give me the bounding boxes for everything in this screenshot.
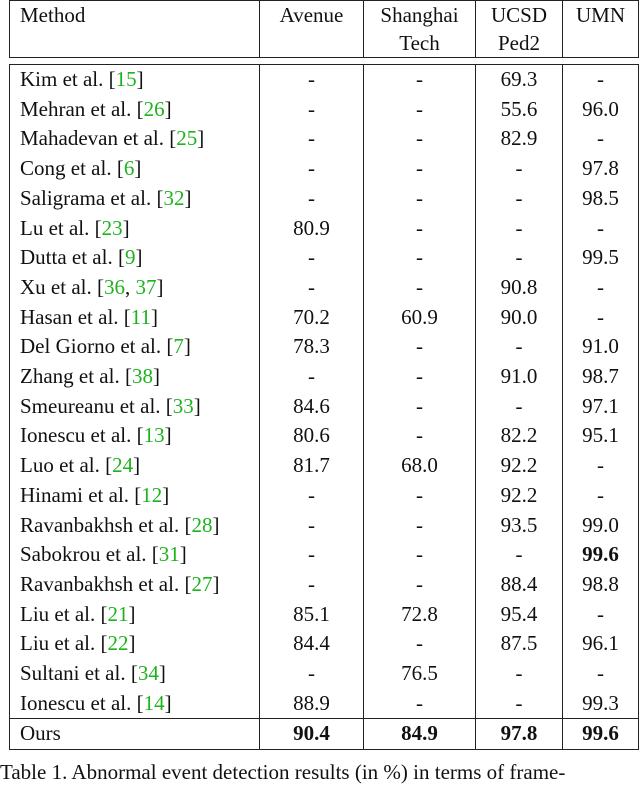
value-cell: 84.6 — [260, 392, 364, 422]
method-name: Mehran et al. [ — [20, 96, 144, 121]
value-cell: 81.7 — [260, 451, 364, 481]
citation-bracket: ] — [128, 631, 136, 656]
value-cell: - — [260, 362, 364, 392]
value-cell: - — [260, 243, 364, 273]
citation-link[interactable]: 12 — [141, 482, 163, 507]
results-table — [9, 0, 639, 750]
table-row — [10, 511, 639, 541]
value-cell: 99.0 — [563, 511, 639, 541]
citation-bracket: ] — [135, 245, 143, 270]
citation-bracket: ] — [164, 690, 172, 715]
table-row — [10, 214, 639, 244]
method-name: Ionescu et al. [ — [20, 690, 144, 715]
value-cell: - — [364, 540, 476, 570]
citation-bracket: ] — [164, 96, 172, 121]
citation-bracket: ] — [183, 334, 191, 359]
value-cell: 72.8 — [364, 600, 476, 630]
table-row — [10, 421, 639, 451]
value-cell: - — [476, 540, 563, 570]
table-row — [10, 243, 639, 273]
method-name: Hasan et al. [ — [20, 304, 131, 329]
table-row — [10, 570, 639, 600]
method-cell — [10, 303, 260, 333]
method-cell — [10, 362, 260, 392]
value-cell: - — [476, 392, 563, 422]
method-name: Del Giorno et al. [ — [20, 334, 174, 359]
method-name: Sultani et al. [ — [20, 661, 138, 686]
table-caption: Table 1. Abnormal event detection results (in %) in terms of frame- — [0, 760, 566, 784]
citation-link[interactable]: 22 — [107, 631, 129, 656]
value-cell: - — [260, 659, 364, 689]
value-cell: - — [364, 273, 476, 303]
value-cell: 78.3 — [260, 332, 364, 362]
method-cell — [10, 392, 260, 422]
value-cell: 95.4 — [476, 600, 563, 630]
method-cell — [10, 332, 260, 362]
citation-link[interactable]: 23 — [101, 215, 123, 240]
value-cell: 90.8 — [476, 273, 563, 303]
table-row — [10, 332, 639, 362]
citation-bracket: ] — [212, 571, 220, 596]
value-cell: - — [260, 124, 364, 154]
value-cell: 82.2 — [476, 421, 563, 451]
value-cell: 84.4 — [260, 629, 364, 659]
method-cell — [10, 451, 260, 481]
method-cell — [10, 481, 260, 511]
method-name: Liu et al. [ — [20, 601, 108, 626]
value-cell: 99.3 — [563, 689, 639, 719]
header-ucsd-ped2: UCSD Ped2 — [476, 1, 563, 58]
method-cell — [10, 629, 260, 659]
header-umn: UMN — [563, 1, 639, 58]
citation-link[interactable]: 38 — [131, 364, 153, 389]
value-cell: 88.4 — [476, 570, 563, 600]
ours-value-cell: 84.9 — [364, 719, 476, 750]
value-cell: 91.0 — [476, 362, 563, 392]
method-name: Ravanbakhsh et al. [ — [20, 512, 192, 537]
method-cell — [10, 511, 260, 541]
citation-link[interactable]: 28 — [191, 512, 213, 537]
method-cell — [10, 689, 260, 719]
citation-link[interactable]: 6 — [123, 156, 135, 181]
value-cell: 80.6 — [260, 421, 364, 451]
header-row — [10, 1, 639, 58]
value-cell: - — [364, 689, 476, 719]
value-cell: 99.5 — [563, 243, 639, 273]
citation-link[interactable]: 21 — [107, 601, 129, 626]
table-row — [10, 362, 639, 392]
value-cell: - — [364, 184, 476, 214]
citation-bracket: ] — [184, 185, 192, 210]
value-cell: 97.1 — [563, 392, 639, 422]
value-cell: - — [364, 421, 476, 451]
value-cell: 97.8 — [563, 154, 639, 184]
value-cell: - — [476, 659, 563, 689]
value-cell: - — [260, 184, 364, 214]
citation-bracket: ] — [156, 274, 164, 299]
method-cell — [10, 600, 260, 630]
method-name: Zhang et al. [ — [20, 364, 132, 389]
method-cell — [10, 124, 260, 154]
value-cell: - — [364, 511, 476, 541]
value-cell: 80.9 — [260, 214, 364, 244]
citation-link[interactable]: 11 — [130, 304, 152, 329]
table-row — [10, 65, 639, 95]
value-cell: - — [563, 273, 639, 303]
method-name: Luo et al. [ — [20, 453, 113, 478]
value-cell: 93.5 — [476, 511, 563, 541]
value-cell: 96.0 — [563, 95, 639, 125]
value-cell: - — [364, 154, 476, 184]
table-row — [10, 451, 639, 481]
value-cell: - — [364, 570, 476, 600]
value-cell: 95.1 — [563, 421, 639, 451]
citation-link[interactable]: 27 — [191, 571, 213, 596]
value-cell: 68.0 — [364, 451, 476, 481]
ours-value-cell: 97.8 — [476, 719, 563, 750]
method-name: Ravanbakhsh et al. [ — [20, 571, 192, 596]
value-cell: - — [364, 392, 476, 422]
value-cell: - — [260, 511, 364, 541]
value-cell: - — [476, 214, 563, 244]
value-cell: 87.5 — [476, 629, 563, 659]
ours-value-cell: 90.4 — [260, 719, 364, 750]
citation-link[interactable]: 25 — [176, 126, 198, 151]
method-name: Saligrama et al. [ — [20, 185, 164, 210]
citation-bracket: ] — [212, 512, 220, 537]
value-cell: - — [563, 451, 639, 481]
citation-separator: , — [124, 274, 136, 299]
value-cell: 90.0 — [476, 303, 563, 333]
value-cell: 98.5 — [563, 184, 639, 214]
table-row — [10, 600, 639, 630]
table-row — [10, 481, 639, 511]
citation-link[interactable]: 7 — [173, 334, 184, 359]
ours-value-cell: 99.6 — [563, 719, 639, 750]
method-cell — [10, 184, 260, 214]
value-cell: - — [563, 481, 639, 511]
ours-method-cell: Ours — [10, 719, 260, 750]
method-name: Lu et al. [ — [20, 215, 102, 240]
method-name: Sabokrou et al. [ — [20, 542, 159, 567]
table-row — [10, 689, 639, 719]
value-cell: - — [364, 214, 476, 244]
method-name: Smeureanu et al. [ — [20, 393, 173, 418]
value-cell: 82.9 — [476, 124, 563, 154]
value-cell: 76.5 — [364, 659, 476, 689]
method-cell — [10, 540, 260, 570]
value-cell: - — [563, 214, 639, 244]
citation-bracket: ] — [158, 661, 166, 686]
value-cell: 60.9 — [364, 303, 476, 333]
citation-link[interactable]: 13 — [143, 423, 165, 448]
value-cell: - — [563, 65, 639, 95]
value-cell: 92.2 — [476, 481, 563, 511]
value-cell: 96.1 — [563, 629, 639, 659]
value-cell: - — [476, 243, 563, 273]
table-row — [10, 540, 639, 570]
method-cell — [10, 243, 260, 273]
table-row — [10, 659, 639, 689]
method-name: Xu et al. [ — [20, 274, 104, 299]
method-cell — [10, 570, 260, 600]
method-name: Kim et al. [ — [20, 67, 116, 91]
table-row — [10, 124, 639, 154]
header-avenue: Avenue — [260, 1, 364, 58]
value-cell: 98.7 — [563, 362, 639, 392]
value-cell: - — [364, 95, 476, 125]
method-cell — [10, 659, 260, 689]
value-cell: 92.2 — [476, 451, 563, 481]
value-cell: - — [476, 689, 563, 719]
value-cell: - — [260, 154, 364, 184]
table-row — [10, 95, 639, 125]
citation-bracket: ] — [162, 482, 170, 507]
citation-link[interactable]: 9 — [124, 245, 136, 270]
value-cell: - — [476, 332, 563, 362]
method-name: Dutta et al. [ — [20, 245, 125, 270]
citation-link[interactable]: 24 — [112, 453, 134, 478]
value-cell: 70.2 — [260, 303, 364, 333]
method-name: Ionescu et al. [ — [20, 423, 144, 448]
citation-link[interactable]: 34 — [137, 661, 159, 686]
value-cell: - — [260, 570, 364, 600]
header-shanghaitech: Shanghai Tech — [364, 1, 476, 58]
value-cell: 88.9 — [260, 689, 364, 719]
value-cell: - — [476, 184, 563, 214]
value-cell: 98.8 — [563, 570, 639, 600]
method-cell — [10, 154, 260, 184]
value-cell: 99.6 — [563, 540, 639, 570]
table-row — [10, 303, 639, 333]
table-row — [10, 184, 639, 214]
value-cell: - — [563, 303, 639, 333]
value-cell: 85.1 — [260, 600, 364, 630]
citation-link[interactable]: 14 — [143, 690, 165, 715]
value-cell: - — [476, 154, 563, 184]
value-cell: - — [260, 481, 364, 511]
table-row — [10, 273, 639, 303]
value-cell: - — [260, 540, 364, 570]
value-cell: - — [364, 124, 476, 154]
value-cell: - — [563, 600, 639, 630]
citation-bracket: ] — [179, 542, 187, 567]
citation-bracket: ] — [133, 453, 141, 478]
citation-link[interactable]: 37 — [135, 274, 157, 299]
method-cell — [10, 273, 260, 303]
method-cell — [10, 421, 260, 451]
method-name: Hinami et al. [ — [20, 482, 142, 507]
citation-link[interactable]: 31 — [158, 542, 180, 567]
method-name: Cong et al. [ — [20, 156, 124, 181]
citation-bracket: ] — [152, 364, 160, 389]
citation-link[interactable]: 15 — [115, 67, 137, 91]
citation-bracket: ] — [128, 601, 136, 626]
citation-bracket: ] — [193, 393, 201, 418]
citation-bracket: ] — [151, 304, 159, 329]
citation-bracket: ] — [134, 156, 142, 181]
value-cell: - — [563, 124, 639, 154]
citation-bracket: ] — [164, 423, 172, 448]
citation-bracket: ] — [122, 215, 130, 240]
table-row — [10, 154, 639, 184]
value-cell: - — [364, 65, 476, 95]
ours-row — [10, 719, 639, 750]
method-cell — [10, 65, 260, 95]
method-cell — [10, 95, 260, 125]
method-name: Liu et al. [ — [20, 631, 108, 656]
value-cell: - — [364, 481, 476, 511]
citation-link[interactable]: 33 — [172, 393, 194, 418]
value-cell: - — [364, 332, 476, 362]
value-cell: - — [260, 65, 364, 95]
value-cell: 69.3 — [476, 65, 563, 95]
method-name: Mahadevan et al. [ — [20, 126, 177, 151]
value-cell: - — [563, 659, 639, 689]
table-row — [10, 392, 639, 422]
method-cell — [10, 214, 260, 244]
citation-link[interactable]: 32 — [163, 185, 185, 210]
citation-link[interactable]: 36 — [103, 274, 125, 299]
table-row — [10, 629, 639, 659]
citation-bracket: ] — [197, 126, 205, 151]
value-cell: - — [364, 362, 476, 392]
value-cell: - — [364, 629, 476, 659]
value-cell: 91.0 — [563, 332, 639, 362]
header-method: Method — [10, 1, 260, 58]
citation-link[interactable]: 26 — [143, 96, 165, 121]
citation-bracket: ] — [136, 67, 144, 91]
value-cell: - — [260, 273, 364, 303]
value-cell: - — [364, 243, 476, 273]
value-cell: - — [260, 95, 364, 125]
value-cell: 55.6 — [476, 95, 563, 125]
